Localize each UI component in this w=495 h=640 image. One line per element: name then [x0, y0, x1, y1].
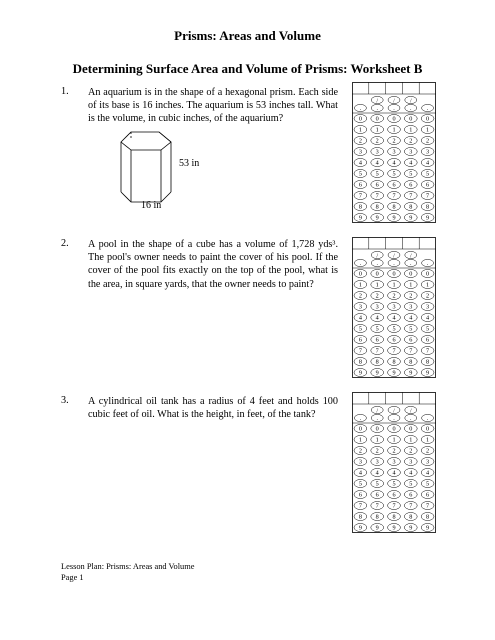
digit-label: 9 — [392, 369, 396, 377]
digit-label: 1 — [426, 436, 430, 444]
digit-label: 9 — [375, 214, 379, 222]
digit-label: 8 — [409, 358, 413, 366]
question-2-text: A pool in the shape of a cube has a volume of 1,728 yds³. The pool's owner needs to paint the cover of his pool. If the cover of the pool fits exactly on the top of the pool, what is the area, in square yards, that the owner needs to paint? — [88, 239, 338, 290]
digit-label: 3 — [392, 303, 396, 311]
slash-symbol: / — [376, 253, 379, 260]
decimal-symbol: . — [376, 416, 378, 422]
digit-label: 2 — [409, 292, 413, 300]
digit-label: 0 — [392, 270, 396, 278]
digit-label: 5 — [426, 170, 430, 178]
digit-label: 3 — [392, 458, 396, 466]
digit-label: 5 — [409, 170, 413, 178]
digit-label: 6 — [392, 181, 396, 189]
digit-label: 4 — [426, 314, 430, 322]
digit-label: 5 — [426, 480, 430, 488]
digit-label: 2 — [358, 292, 362, 300]
digit-label: 5 — [375, 325, 379, 333]
digit-label: 9 — [392, 214, 396, 222]
digit-label: 1 — [426, 126, 430, 134]
digit-label: 4 — [426, 159, 430, 167]
digit-label: 5 — [392, 325, 396, 333]
digit-label: 4 — [358, 314, 362, 322]
digit-label: 3 — [426, 148, 430, 156]
worksheet-subtitle: Determining Surface Area and Volume of Prisms: Worksheet B — [72, 61, 423, 76]
digit-label: 2 — [409, 137, 413, 145]
digit-label: 2 — [392, 292, 396, 300]
digit-label: 0 — [358, 115, 362, 123]
digit-label: 5 — [375, 480, 379, 488]
digit-label: 8 — [392, 203, 396, 211]
digit-label: 5 — [409, 480, 413, 488]
digit-label: 4 — [409, 314, 413, 322]
digit-label: 5 — [409, 325, 413, 333]
digit-label: 3 — [375, 148, 379, 156]
digit-label: 0 — [426, 270, 430, 278]
digit-label: 3 — [358, 303, 362, 311]
digit-label: 5 — [392, 170, 396, 178]
slash-symbol: / — [393, 253, 395, 260]
decimal-symbol: . — [393, 416, 395, 422]
digit-label: 1 — [409, 436, 413, 444]
slash-symbol: / — [409, 98, 412, 105]
digit-label: 7 — [426, 192, 430, 200]
digit-label: 0 — [409, 270, 413, 278]
digit-label: 7 — [409, 502, 413, 510]
digit-label: 6 — [426, 336, 430, 344]
slash-symbol: / — [393, 98, 395, 105]
digit-label: 4 — [409, 159, 413, 167]
digit-label: 0 — [375, 425, 379, 433]
digit-label: 6 — [375, 181, 379, 189]
digit-label: 6 — [409, 336, 413, 344]
decimal-symbol: . — [376, 106, 378, 112]
digit-label: 0 — [409, 115, 413, 123]
digit-label: 8 — [426, 513, 430, 521]
digit-label: 0 — [426, 425, 430, 433]
decimal-symbol: . — [393, 106, 395, 112]
digit-label: 1 — [392, 126, 396, 134]
digit-label: 3 — [375, 458, 379, 466]
digit-label: 8 — [409, 203, 413, 211]
slash-symbol: / — [393, 408, 395, 415]
digit-label: 4 — [358, 159, 362, 167]
digit-label: 6 — [392, 491, 396, 499]
digit-label: 4 — [375, 469, 379, 477]
digit-label: 1 — [375, 436, 379, 444]
digit-label: 0 — [358, 425, 362, 433]
decimal-symbol: . — [426, 106, 429, 112]
slash-symbol: / — [376, 98, 379, 105]
digit-label: 9 — [409, 524, 413, 532]
digit-label: 3 — [426, 458, 430, 466]
digit-label: 1 — [375, 281, 379, 289]
slash-symbol: / — [409, 408, 412, 415]
digit-label: 8 — [375, 203, 379, 211]
digit-label: 2 — [426, 292, 430, 300]
digit-label: 0 — [375, 115, 379, 123]
question-1-number: 1. — [61, 86, 69, 97]
digit-label: 2 — [358, 447, 362, 455]
digit-label: 4 — [392, 469, 396, 477]
digit-label: 3 — [358, 458, 362, 466]
digit-label: 7 — [392, 347, 396, 355]
digit-label: 8 — [358, 203, 362, 211]
digit-label: 8 — [392, 358, 396, 366]
digit-label: 8 — [375, 513, 379, 521]
digit-label: 7 — [358, 502, 362, 510]
digit-label: 2 — [392, 137, 396, 145]
digit-label: 7 — [375, 192, 379, 200]
digit-label: 0 — [426, 115, 430, 123]
digit-label: 6 — [375, 336, 379, 344]
digit-label: 6 — [409, 491, 413, 499]
digit-label: 0 — [392, 425, 396, 433]
slash-symbol: / — [409, 253, 412, 260]
digit-label: 3 — [392, 148, 396, 156]
digit-label: 4 — [392, 314, 396, 322]
decimal-symbol: . — [393, 261, 395, 267]
digit-label: 9 — [375, 369, 379, 377]
digit-label: 1 — [409, 281, 413, 289]
question-3-number: 3. — [61, 395, 69, 406]
digit-label: 2 — [375, 137, 379, 145]
digit-label: 2 — [375, 447, 379, 455]
digit-label: 2 — [375, 292, 379, 300]
digit-label: 1 — [358, 436, 362, 444]
digit-label: 6 — [426, 181, 430, 189]
digit-label: 2 — [409, 447, 413, 455]
digit-label: 3 — [375, 303, 379, 311]
digit-label: 8 — [426, 358, 430, 366]
digit-label: 2 — [426, 137, 430, 145]
digit-label: 4 — [358, 469, 362, 477]
digit-label: 6 — [375, 491, 379, 499]
question-3-text: A cylindrical oil tank has a radius of 4 feet and holds 100 cubic feet of oil. What is the height, in feet, of the tank? — [88, 396, 338, 421]
digit-label: 3 — [409, 458, 413, 466]
page-title: Prisms: Areas and Volume — [174, 28, 321, 43]
question-2-number: 2. — [61, 238, 69, 249]
digit-label: 9 — [392, 524, 396, 532]
digit-label: 2 — [426, 447, 430, 455]
digit-label: 6 — [426, 491, 430, 499]
slash-symbol: / — [376, 408, 379, 415]
digit-label: 6 — [358, 181, 362, 189]
footer-lesson: Lesson Plan: Prisms: Areas and Volume — [61, 562, 195, 571]
page-footer — [61, 561, 194, 583]
digit-label: 9 — [375, 524, 379, 532]
digit-label: 5 — [426, 325, 430, 333]
digit-label: 0 — [392, 115, 396, 123]
digit-label: 2 — [358, 137, 362, 145]
digit-label: 8 — [358, 513, 362, 521]
prism-height-label: 53 in — [179, 158, 200, 169]
digit-label: 9 — [358, 369, 362, 377]
question-1-text: An aquarium is in the shape of a hexagonal prism. Each side of its base is 16 inches. The aquarium is 53 inches tall. What is the volume, in cubic inches, of the aquarium? — [88, 87, 338, 125]
digit-label: 4 — [409, 469, 413, 477]
digit-label: 6 — [358, 491, 362, 499]
digit-label: 7 — [375, 502, 379, 510]
digit-label: 8 — [426, 203, 430, 211]
decimal-symbol: . — [359, 261, 362, 267]
digit-label: 8 — [392, 513, 396, 521]
digit-label: 5 — [358, 325, 362, 333]
digit-label: 8 — [409, 513, 413, 521]
digit-label: 1 — [409, 126, 413, 134]
digit-label: 5 — [358, 480, 362, 488]
digit-label: 0 — [375, 270, 379, 278]
digit-label: 7 — [409, 347, 413, 355]
digit-label: 7 — [426, 347, 430, 355]
digit-label: 1 — [358, 281, 362, 289]
decimal-symbol: . — [410, 416, 412, 422]
digit-label: 4 — [375, 314, 379, 322]
decimal-symbol: . — [376, 261, 378, 267]
answer-grid-question-2[interactable] — [352, 237, 436, 378]
decimal-symbol: . — [359, 416, 362, 422]
decimal-symbol: . — [410, 106, 412, 112]
answer-grid-question-3[interactable] — [352, 392, 436, 533]
digit-label: 6 — [392, 336, 396, 344]
answer-grid-question-1[interactable] — [352, 82, 436, 223]
decimal-symbol: . — [426, 416, 429, 422]
digit-label: 8 — [375, 358, 379, 366]
digit-label: 4 — [392, 159, 396, 167]
digit-label: 7 — [392, 192, 396, 200]
digit-label: 8 — [358, 358, 362, 366]
hexagonal-prism-figure — [115, 128, 181, 208]
digit-label: 9 — [426, 524, 430, 532]
digit-label: 5 — [358, 170, 362, 178]
digit-label: 9 — [409, 369, 413, 377]
digit-label: 7 — [358, 192, 362, 200]
digit-label: 7 — [426, 502, 430, 510]
digit-label: 1 — [426, 281, 430, 289]
digit-label: 3 — [358, 148, 362, 156]
digit-label: 6 — [358, 336, 362, 344]
digit-label: 9 — [426, 369, 430, 377]
digit-label: 3 — [426, 303, 430, 311]
digit-label: 0 — [409, 425, 413, 433]
digit-label: 7 — [375, 347, 379, 355]
digit-label: 9 — [358, 214, 362, 222]
digit-label: 3 — [409, 303, 413, 311]
digit-label: 9 — [426, 214, 430, 222]
digit-label: 0 — [358, 270, 362, 278]
digit-label: 4 — [375, 159, 379, 167]
digit-label: 7 — [392, 502, 396, 510]
digit-label: 7 — [409, 192, 413, 200]
decimal-symbol: . — [359, 106, 362, 112]
footer-page: Page 1 — [61, 573, 84, 582]
decimal-symbol: . — [426, 261, 429, 267]
digit-label: 6 — [409, 181, 413, 189]
digit-label: 5 — [392, 480, 396, 488]
digit-label: 1 — [392, 436, 396, 444]
prism-side-label: 16 in — [141, 200, 162, 211]
digit-label: 5 — [375, 170, 379, 178]
digit-label: 1 — [375, 126, 379, 134]
digit-label: 9 — [358, 524, 362, 532]
decimal-symbol: . — [410, 261, 412, 267]
digit-label: 4 — [426, 469, 430, 477]
digit-label: 2 — [392, 447, 396, 455]
digit-label: 1 — [358, 126, 362, 134]
digit-label: 3 — [409, 148, 413, 156]
digit-label: 7 — [358, 347, 362, 355]
digit-label: 1 — [392, 281, 396, 289]
digit-label: 9 — [409, 214, 413, 222]
